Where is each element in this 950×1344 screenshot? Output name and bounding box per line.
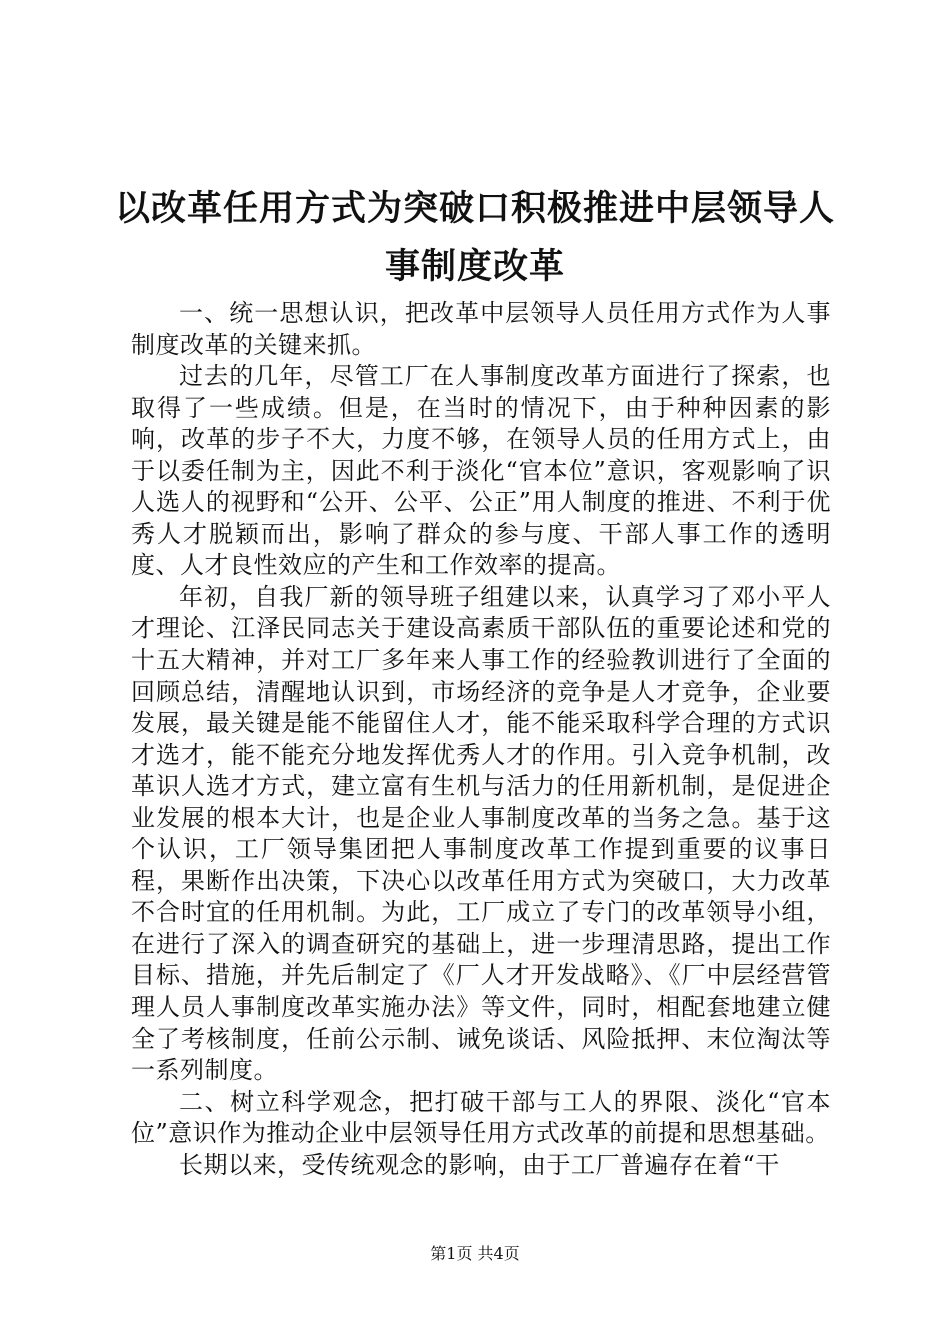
paragraph: 一、统一思想认识，把改革中层领导人员任用方式作为人事制度改革的关键来抓。 xyxy=(131,299,831,359)
paragraph: 过去的几年，尽管工厂在人事制度改革方面进行了探索，也取得了一些成绩。但是，在当时的情况下，由于种种因素的影响，改革的步子不大，力度不够，在领导人员的任用方式上，由于以委任制为主，因此不利于淡化“官本位”意识，客观影响了识人选人的视野和“公开、公平、公正”用人制度的推进、不利于优秀人才脱颖而出，影响了群众的参与度、干部人事工作的透明度、人才良性效应的产生和工作效率的提高。 xyxy=(131,362,831,580)
document-body xyxy=(131,298,831,1181)
paragraph: 长期以来，受传统观念的影响，由于工厂普遍存在着“干 xyxy=(179,1150,780,1179)
page-number-footer: 第1页 共4页 xyxy=(430,1244,520,1263)
title-line-1: 以改革任用方式为突破口积极推进中层领导人 xyxy=(115,189,836,229)
paragraph: 年初，自我厂新的领导班子组建以来，认真学习了邓小平人才理论、江泽民同志关于建设高素质干部队伍的重要论述和党的十五大精神，并对工厂多年来人事工作的经验教训进行了全面的回顾总结，清醒地认识到，市场经济的竞争是人才竞争，企业要发展，最关键是能不能留住人才，能不能采取科学合理的方式识才选才，能不能充分地发挥优秀人才的作用。引入竞争机制，改革识人选才方式，建立富有生机与活力的任用新机制，是促进企业发展的根本大计，也是企业人事制度改革的当务之急。基于这个认识，工厂领导集团把人事制度改革工作提到重要的议事日程，果断作出决策，下决心以改革任用方式为突破口，大力改革不合时宜的任用机制。为此，工厂成立了专门的改革领导小组，在进行了深入的调查研究的基础上，进一步理清思路，提出工作目标、措施，并先后制定了《厂人才开发战略》、《厂中层经营管理人员人事制度改革实施办法》等文件，同时，相配套地建立健全了考核制度，任前公示制、诫免谈话、风险抵押、末位淘汰等一系列制度。 xyxy=(131,582,831,1085)
title-line-2: 事制度改革 xyxy=(384,247,565,287)
paragraph: 二、树立科学观念，把打破干部与工人的界限、淡化“官本位”意识作为推动企业中层领导任用方式改革的前提和思想基础。 xyxy=(131,1087,831,1148)
document-title xyxy=(115,180,835,296)
